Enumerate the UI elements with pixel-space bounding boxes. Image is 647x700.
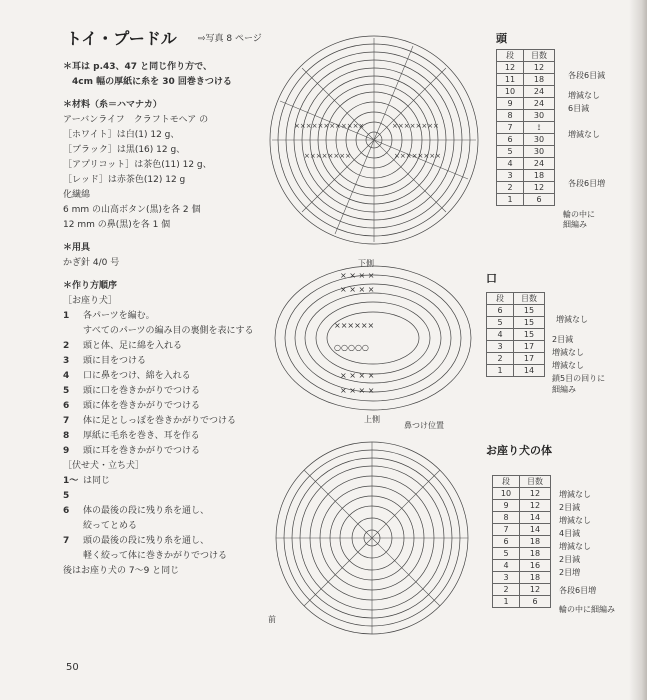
table-note: 増減なし: [556, 315, 588, 324]
table-row: 4 24: [497, 158, 555, 170]
svg-text:××××××××: ××××××××: [392, 122, 439, 130]
page-number: 50: [66, 662, 79, 673]
table-note: 4目減: [559, 529, 581, 538]
head-chart-svg: [264, 30, 484, 250]
instructions-column: [63, 60, 278, 579]
materials-line: ［アプリコット］は茶色(11) 12 g、: [63, 160, 212, 170]
mouth-crochet-diagram: [268, 258, 478, 418]
table-row: 2 17: [487, 353, 545, 365]
table-row: 7 14: [493, 524, 551, 536]
table-note: 2目減: [559, 503, 581, 512]
mouth-chart-svg: [268, 258, 478, 418]
materials-heading: ＊材料（糸＝ハマナカ）: [63, 100, 162, 110]
page-binding-edge: [629, 0, 647, 700]
step-row: 1～5 は同じ: [63, 476, 111, 501]
svg-text:× × × ×: × × × ×: [340, 271, 375, 280]
tools-heading: ＊用具: [63, 243, 91, 253]
head-crochet-diagram: [264, 30, 484, 250]
lower-side-label: 下側: [358, 259, 374, 268]
materials-line: 6 mm の山高ボタン(黒)を各 2 個: [63, 205, 201, 215]
table-row: 4 16: [493, 560, 551, 572]
table-row: 6 18: [493, 536, 551, 548]
step-row: 6 体の最後の段に残り糸を通し、: [63, 506, 210, 516]
table-row: 3 17: [487, 341, 545, 353]
photo-reference: ⇨写真 8 ページ: [198, 34, 262, 44]
mouth-table-title: 口: [486, 272, 497, 285]
body-chart-svg: [262, 438, 482, 638]
final-note: 後はお座り犬の 7～9 と同じ: [63, 566, 180, 576]
table-row: 8 30: [497, 110, 555, 122]
table-row: 7 ⟟: [497, 122, 555, 134]
table-row: 2 12: [497, 182, 555, 194]
intro-line-2: 4cm 幅の厚紙に糸を 30 回巻きつける: [72, 77, 232, 87]
svg-text:× × × ×: × × × ×: [340, 285, 375, 294]
sitting-steps: [63, 309, 278, 459]
lying-dog-label: ［伏せ犬・立ち犬］: [63, 461, 145, 471]
table-row: 5 18: [493, 548, 551, 560]
table-row: 4 15: [487, 329, 545, 341]
svg-text:××××××××: ××××××××: [304, 152, 351, 160]
step-row: 1 各パーツを編む。: [63, 311, 155, 321]
table-note: 増減なし: [552, 348, 584, 357]
table-note: 増減なし: [568, 91, 600, 100]
table-note: 鎖5目の回りに: [552, 374, 606, 383]
table-note: 増減なし: [568, 130, 600, 139]
step-row: 軽く絞って体に巻きかがりでつける: [83, 551, 228, 561]
table-row: 11 18: [497, 74, 555, 86]
table-row: 2 12: [493, 584, 551, 596]
body-round-table: 段 目数 10 12 9 12 8 14 7 14 6 18 5 18 4 16 3 18 2 12 1 6: [492, 475, 551, 608]
materials-line: ［ホワイト］は白(1) 12 g、: [63, 130, 180, 140]
table-row: 3 18: [493, 572, 551, 584]
table-note: 6目減: [568, 104, 590, 113]
table-note: 各段6目減: [568, 71, 606, 80]
svg-text:× × × ×: × × × ×: [340, 386, 375, 395]
table-row: 1 6: [497, 194, 555, 206]
step-row: 8 厚紙に毛糸を巻き、耳を作る: [63, 431, 200, 441]
table-note: 増減なし: [552, 361, 584, 370]
materials-line: ［レッド］は赤茶色(12) 12 g: [63, 175, 186, 185]
materials-line: 12 mm の鼻(黒)を各 1 個: [63, 220, 171, 230]
table-row: 5 30: [497, 146, 555, 158]
table-note: 各段6目増: [568, 179, 606, 188]
body-table-title: お座り犬の体: [486, 444, 552, 457]
svg-text:××××××××: ××××××××: [394, 152, 441, 160]
step-row: 7 頭の最後の段に残り糸を通し、: [63, 536, 210, 546]
tools-line: かぎ針 4/0 号: [63, 258, 120, 268]
body-crochet-diagram: [262, 438, 482, 638]
front-label: 前: [268, 615, 276, 624]
table-row: 3 18: [497, 170, 555, 182]
step-row: 4 口に鼻をつけ、綿を入れる: [63, 371, 191, 381]
table-row: 6 15: [487, 305, 545, 317]
step-row: 3 頭に目をつける: [63, 356, 147, 366]
table-row: 9 12: [493, 500, 551, 512]
mouth-round-table: 段 目数 6 15 5 15 4 15 3 17 2 17 1 14: [486, 292, 545, 377]
table-note: 2目減: [559, 555, 581, 564]
table-row: 8 14: [493, 512, 551, 524]
table-note: 増減なし: [559, 490, 591, 499]
svg-text:○○○○○: ○○○○○: [334, 343, 369, 352]
table-note: 2目増: [559, 568, 581, 577]
table-row: 10 12: [493, 488, 551, 500]
table-note: 増減なし: [559, 542, 591, 551]
upper-side-label: 上側: [364, 415, 380, 424]
materials-line: 化繊綿: [63, 190, 91, 200]
table-note: 増減なし: [559, 516, 591, 525]
step-row: 6 頭に体を巻きかがりでつける: [63, 401, 201, 411]
table-note: 細編み: [552, 385, 576, 394]
table-row: 12 12: [497, 62, 555, 74]
nose-position-label: 鼻つけ位置: [404, 421, 444, 430]
svg-text:××××××: ××××××: [334, 321, 375, 330]
step-row: 7 体に足としっぽを巻きかがりでつける: [63, 416, 237, 426]
head-round-table: 段 目数 12 12 11 18 10 24 9 24 8 30 7 ⟟ 6 30 5 30 4 24 3 18 2 12 1 6: [496, 49, 555, 206]
intro-line-1: ＊耳は p.43、47 と同じ作り方で、: [63, 62, 212, 72]
table-note: 2目減: [552, 335, 574, 344]
step-row: 絞ってとめる: [83, 521, 138, 531]
svg-text:××××××××××××: ××××××××××××: [294, 122, 365, 130]
table-row: 6 30: [497, 134, 555, 146]
pattern-title: トイ・プードル: [66, 29, 177, 48]
table-note: 細編み: [563, 220, 587, 229]
table-note: 輪の中に細編み: [559, 605, 615, 614]
materials-line: ［ブラック］は黒(16) 12 g、: [63, 145, 186, 155]
step-row: すべてのパーツの編み目の裏側を表にする: [83, 326, 254, 336]
head-table-title: 頭: [496, 32, 507, 45]
svg-text:× × × ×: × × × ×: [340, 371, 375, 380]
materials-line: アーバンライフ クラフトモヘア の: [63, 115, 209, 125]
table-row: 10 24: [497, 86, 555, 98]
step-row: 9 頭に耳を巻きかがりでつける: [63, 446, 201, 456]
procedure-heading: ＊作り方順序: [63, 281, 118, 291]
table-note: 輪の中に: [563, 210, 595, 219]
sitting-dog-label: ［お座り犬］: [63, 296, 118, 306]
step-row: 2 頭と体、足に綿を入れる: [63, 341, 183, 351]
table-row: 1 6: [493, 596, 551, 608]
lying-steps: [63, 474, 278, 564]
table-note: 各段6目増: [559, 586, 597, 595]
step-row: 5 頭に口を巻きかがりでつける: [63, 386, 201, 396]
table-row: 9 24: [497, 98, 555, 110]
table-row: 5 15: [487, 317, 545, 329]
table-row: 1 14: [487, 365, 545, 377]
